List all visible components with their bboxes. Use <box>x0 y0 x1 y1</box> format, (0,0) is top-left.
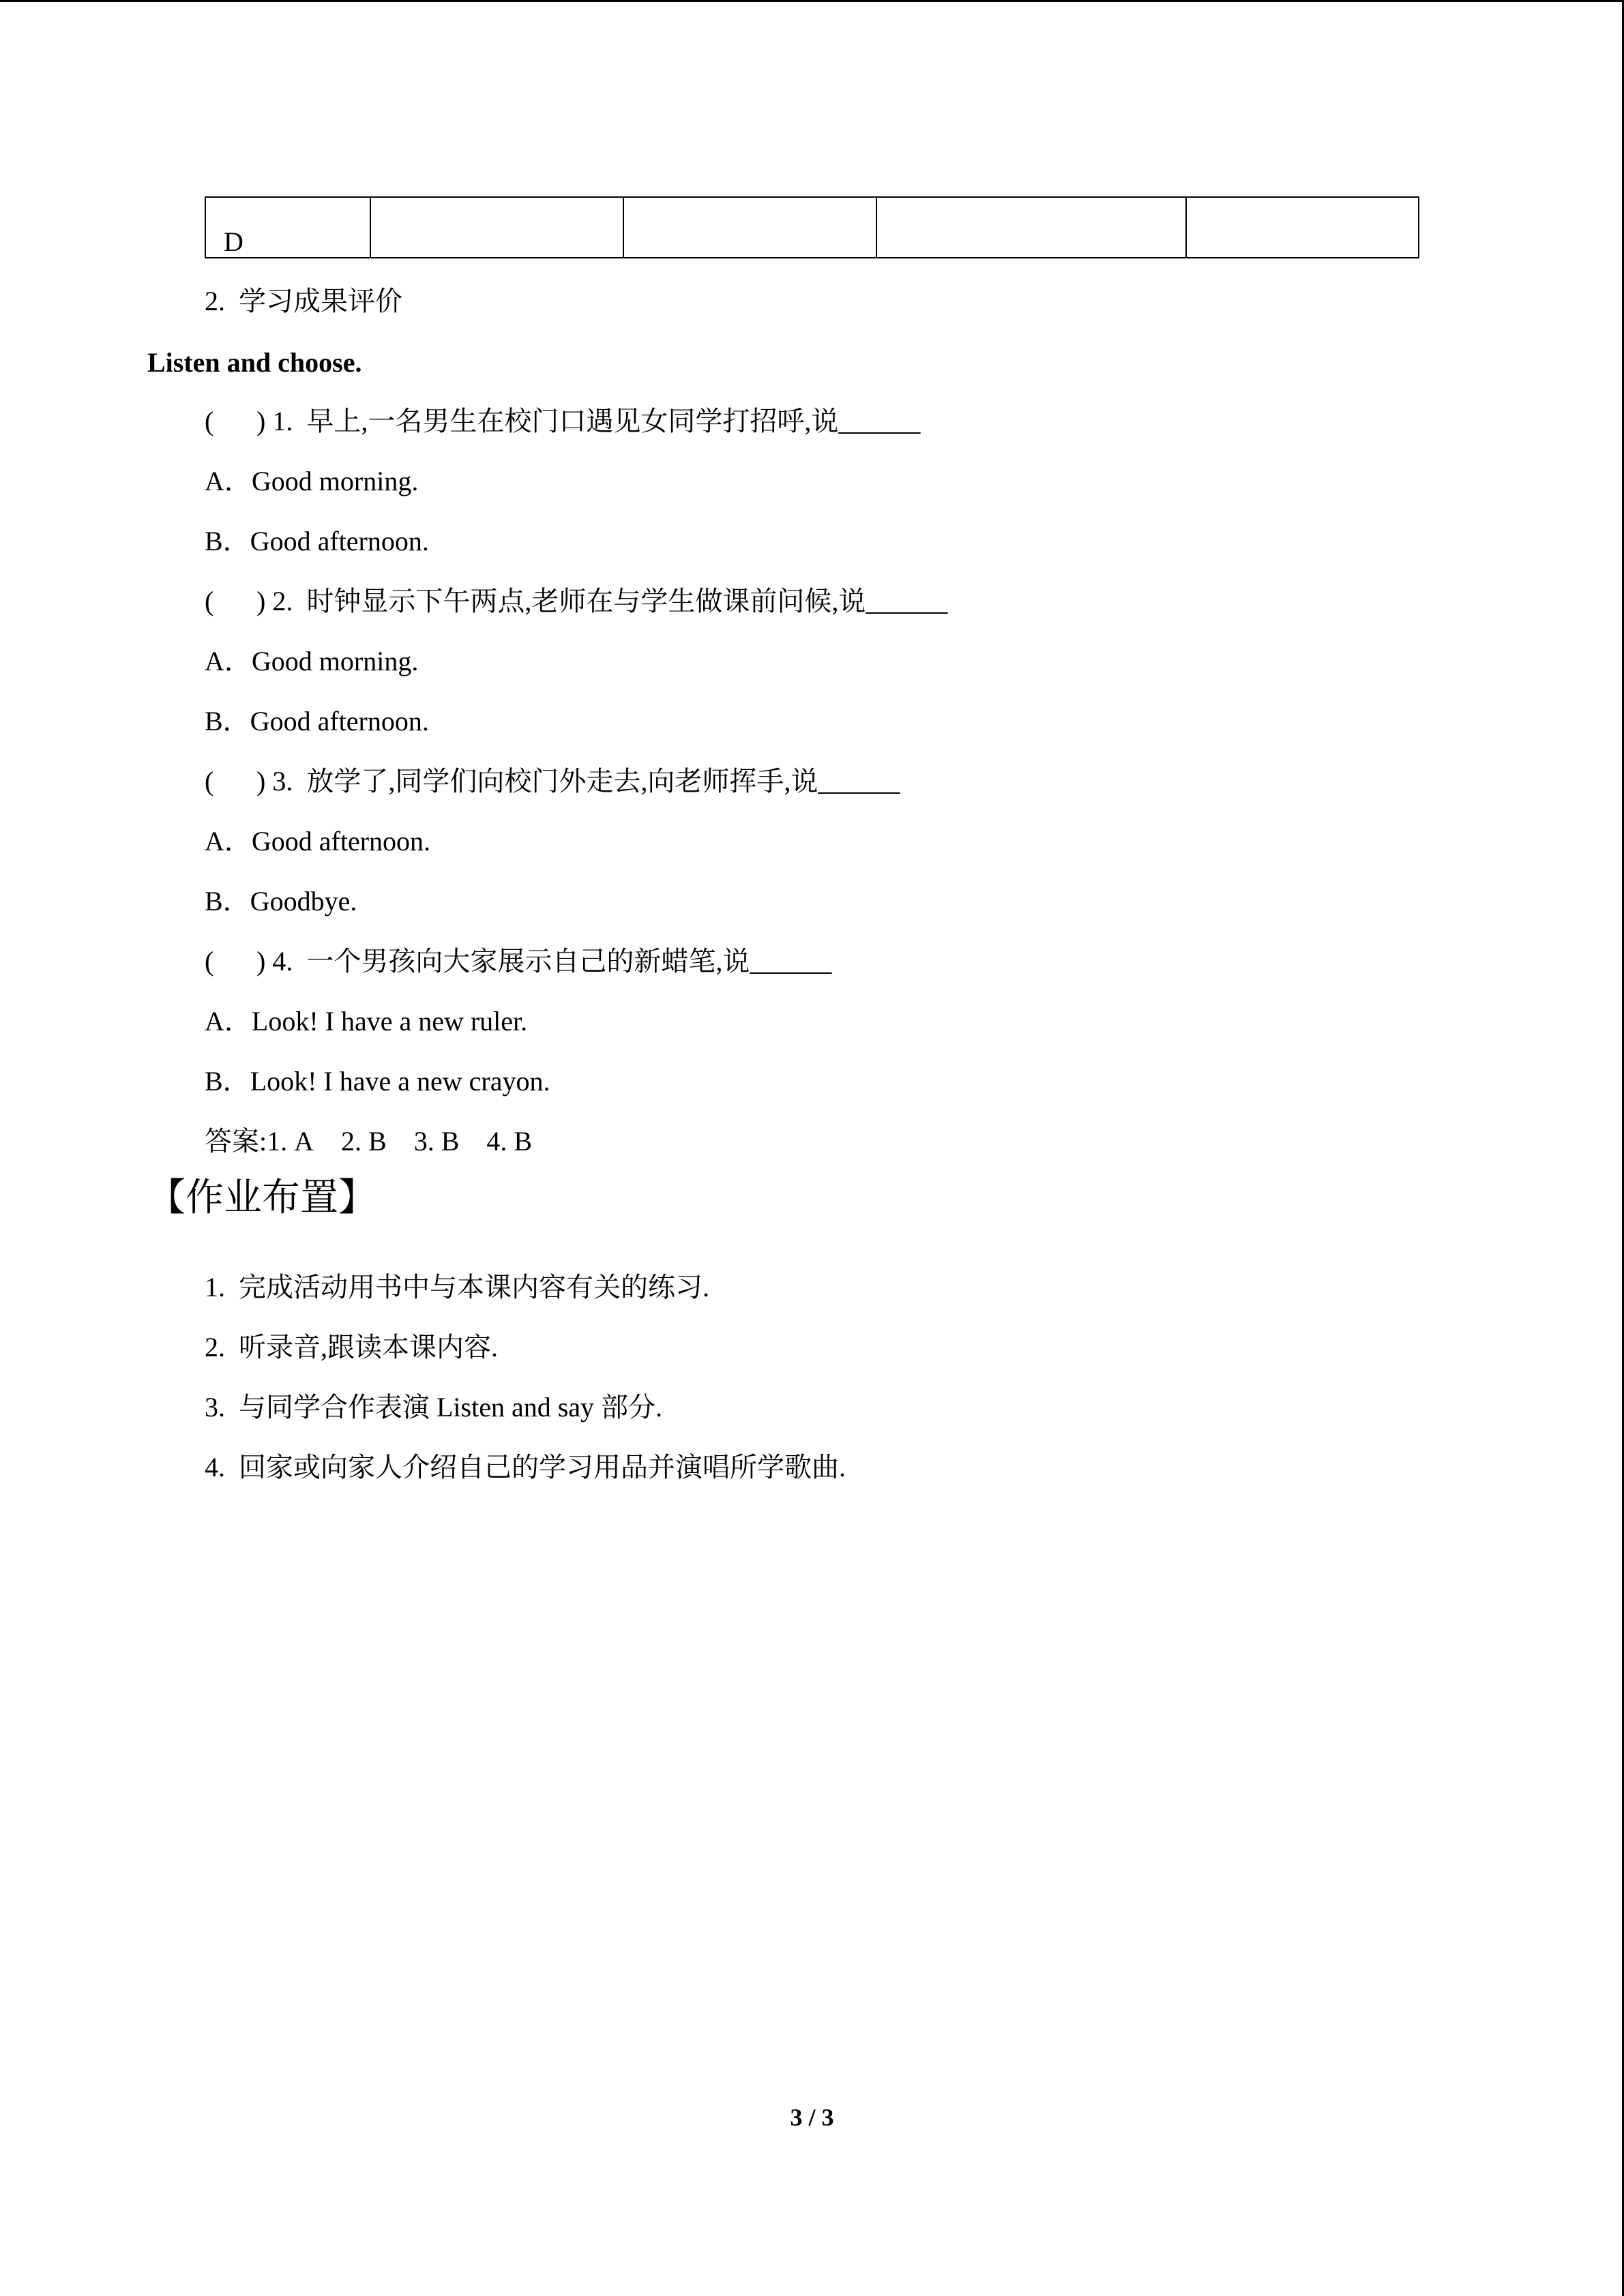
question-1 <box>205 405 920 438</box>
table-cell <box>876 197 1186 258</box>
homework-item: 4. 回家或向家人介绍自己的学习用品并演唱所学歌曲. <box>205 1452 846 1482</box>
answer-key <box>205 1125 532 1158</box>
page-number: 3 / 3 <box>790 2104 834 2131</box>
homework-item: 1. 完成活动用书中与本课内容有关的练习. <box>205 1272 709 1302</box>
answer-paren: ( <box>205 946 214 976</box>
option-b: B．Look! I have a new crayon. <box>205 1066 550 1097</box>
answer-paren: ( <box>205 766 214 796</box>
option-b: B．Goodbye. <box>205 886 357 916</box>
option-b: B．Good afternoon. <box>205 526 429 556</box>
question-4 <box>205 945 831 978</box>
instruction: Listen and choose. <box>147 347 362 378</box>
question-stem: ) 3. 放学了,同学们向校门外走去,向老师挥手,说______ <box>256 766 900 796</box>
question-stem: ) 4. 一个男孩向大家展示自己的新蜡笔,说______ <box>256 946 832 976</box>
answer-2: 2. B <box>341 1126 387 1157</box>
option-a: A．Good morning. <box>205 466 419 496</box>
homework-item: 2. 听录音,跟读本课内容. <box>205 1332 498 1362</box>
table-cell <box>623 197 876 258</box>
continuation-table <box>205 196 1419 258</box>
table-cell: D <box>205 197 370 258</box>
answer-4: 4. B <box>486 1126 533 1157</box>
section-title: 2. 学习成果评价 <box>205 286 402 316</box>
option-a: A．Good morning. <box>205 646 419 676</box>
answer-3: 3. B <box>413 1126 460 1157</box>
option-a: A．Good afternoon. <box>205 826 431 856</box>
homework-item: 3. 与同学合作表演 Listen and say 部分. <box>205 1392 663 1422</box>
table-cell <box>1186 197 1419 258</box>
table-cell <box>370 197 623 258</box>
option-a: A．Look! I have a new ruler. <box>205 1006 528 1037</box>
question-stem: ) 1. 早上,一名男生在校门口遇见女同学打招呼,说______ <box>256 406 921 436</box>
table-row <box>205 197 1419 258</box>
page-top-border <box>0 0 1624 2</box>
question-3 <box>205 765 900 798</box>
option-b: B．Good afternoon. <box>205 706 429 736</box>
question-stem: ) 2. 时钟显示下午两点,老师在与学生做课前问候,说______ <box>256 586 948 616</box>
answer-key-prefix: 答案:1. A <box>205 1126 314 1157</box>
homework-heading: 【作业布置】 <box>147 1176 377 1220</box>
answer-paren: ( <box>205 586 214 616</box>
question-2 <box>205 585 947 618</box>
answer-paren: ( <box>205 406 214 436</box>
